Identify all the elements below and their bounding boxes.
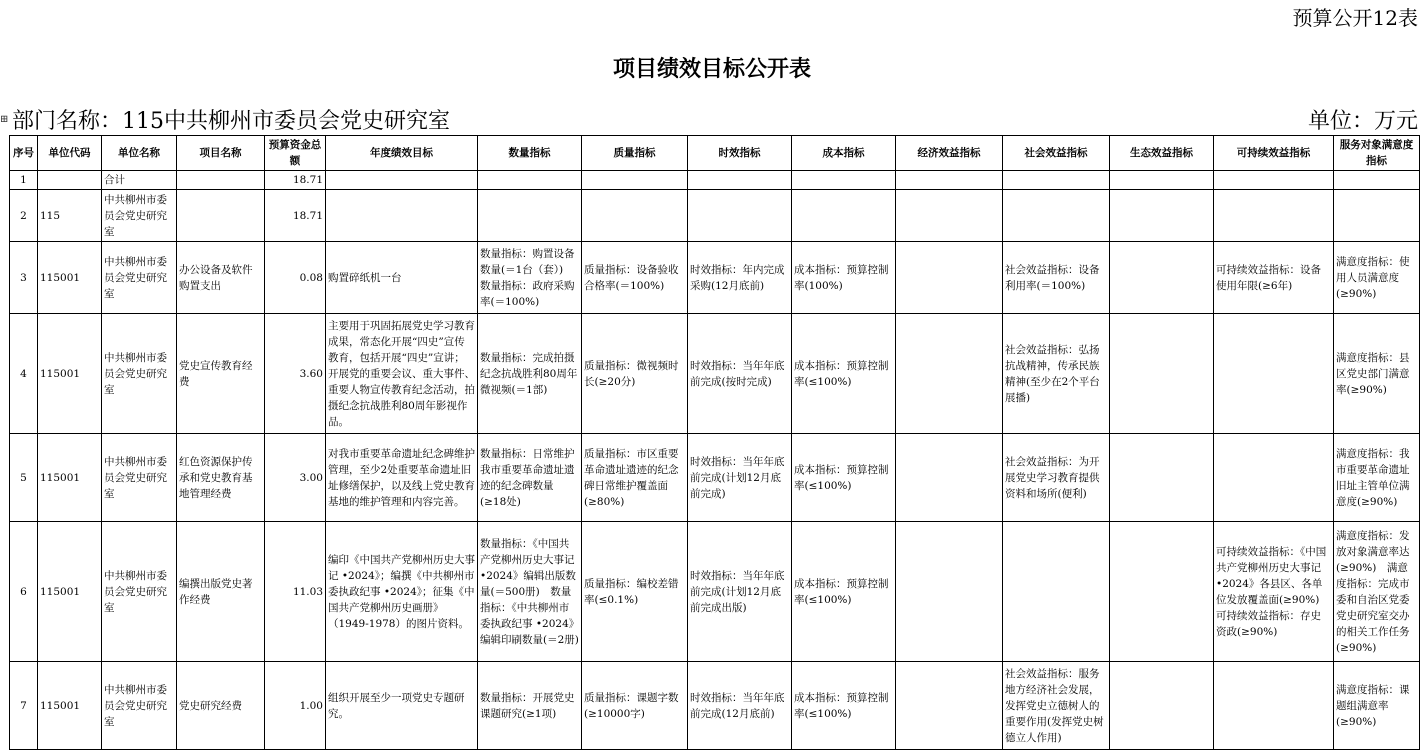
header-cell: 服务对象满意度指标	[1334, 136, 1420, 171]
cell: 合计	[102, 171, 177, 190]
cell	[1334, 190, 1420, 242]
header-cell: 单位名称	[102, 136, 177, 171]
header-cell: 序号	[10, 136, 38, 171]
cell	[1003, 171, 1110, 190]
cell: 满意度指标：发放对象满意率达(≥90%) 满意度指标：完成市委和自治区党委党史研究室交办的相关工作任务(≥90%)	[1334, 522, 1420, 662]
cell	[478, 190, 582, 242]
header-cell: 经济效益指标	[896, 136, 1003, 171]
cell	[1110, 242, 1214, 314]
cell: 3.60	[265, 314, 326, 434]
cell: 质量指标：设备验收合格率(＝100%)	[582, 242, 688, 314]
cell: 115001	[38, 434, 102, 522]
cell: 时效指标：当年年底前完成(计划12月底前完成出版)	[688, 522, 792, 662]
header-cell: 数量指标	[478, 136, 582, 171]
header-cell: 社会效益指标	[1003, 136, 1110, 171]
cell	[896, 242, 1003, 314]
cell: 115001	[38, 662, 102, 750]
cell	[326, 190, 478, 242]
cell: 数量指标：完成拍摄纪念抗战胜利80周年微视频(＝1部)	[478, 314, 582, 434]
cell	[896, 190, 1003, 242]
cell: 中共柳州市委员会党史研究室	[102, 242, 177, 314]
header-cell: 生态效益指标	[1110, 136, 1214, 171]
cell: 成本指标：预算控制率(≤100%)	[792, 522, 896, 662]
cell	[38, 171, 102, 190]
cell: 1.00	[265, 662, 326, 750]
cell: 成本指标：预算控制率(≤100%)	[792, 434, 896, 522]
unit-label: 单位：万元	[1307, 109, 1418, 134]
table-row	[10, 522, 1420, 662]
cell: 中共柳州市委员会党史研究室	[102, 434, 177, 522]
cell: 3	[10, 242, 38, 314]
cell: 4	[10, 314, 38, 434]
cell	[177, 171, 265, 190]
cell	[896, 314, 1003, 434]
performance-table	[9, 135, 1420, 750]
cell: 红色资源保护传承和党史教育基地管理经费	[177, 434, 265, 522]
cell	[478, 171, 582, 190]
cell: 党史研究经费	[177, 662, 265, 750]
table-row	[10, 314, 1420, 434]
move-handle-icon[interactable]: ⊞	[0, 114, 9, 125]
header-cell: 项目名称	[177, 136, 265, 171]
cell: 11.03	[265, 522, 326, 662]
cell	[1110, 190, 1214, 242]
cell: 中共柳州市委员会党史研究室	[102, 522, 177, 662]
cell	[1003, 190, 1110, 242]
cell: 3.00	[265, 434, 326, 522]
cell: 时效指标：当年年底前完成(12月底前)	[688, 662, 792, 750]
cell: 中共柳州市委员会党史研究室	[102, 314, 177, 434]
cell	[326, 171, 478, 190]
header-cell: 单位代码	[38, 136, 102, 171]
cell: 质量指标：编校差错率(≤0.1%)	[582, 522, 688, 662]
cell: 18.71	[265, 190, 326, 242]
cell: 115	[38, 190, 102, 242]
header-cell: 质量指标	[582, 136, 688, 171]
cell: 时效指标：当年年底前完成(按时完成)	[688, 314, 792, 434]
cell: 主要用于巩固拓展党史学习教育成果，常态化开展“四史”宣传教育，包括开展“四史”宣讲；开展党的重要会议、重大事件、重要人物宣传教育纪念活动，拍摄纪念抗战胜利80周年影视作品。	[326, 314, 478, 434]
header-row	[10, 136, 1420, 171]
cell: 成本指标：预算控制率(100%)	[792, 242, 896, 314]
header-cell: 可持续效益指标	[1214, 136, 1334, 171]
cell: 5	[10, 434, 38, 522]
header-cell: 年度绩效目标	[326, 136, 478, 171]
cell	[1110, 662, 1214, 750]
cell: 办公设备及软件购置支出	[177, 242, 265, 314]
cell: 7	[10, 662, 38, 750]
cell: 可持续效益指标：设备使用年限(≥6年)	[1214, 242, 1334, 314]
cell: 购置碎纸机一台	[326, 242, 478, 314]
cell	[896, 171, 1003, 190]
cell	[688, 171, 792, 190]
cell	[1214, 434, 1334, 522]
cell	[896, 434, 1003, 522]
cell: 成本指标：预算控制率(≤100%)	[792, 314, 896, 434]
cell	[1214, 190, 1334, 242]
cell: 党史宣传教育经费	[177, 314, 265, 434]
cell: 成本指标：预算控制率(≤100%)	[792, 662, 896, 750]
cell: 115001	[38, 242, 102, 314]
cell: 时效指标：当年年底前完成(计划12月底前完成)	[688, 434, 792, 522]
cell: 0.08	[265, 242, 326, 314]
cell	[896, 662, 1003, 750]
cell: 可持续效益指标：《中国共产党柳州历史大事记 •2024》各县区、各单位发放覆盖面(≥90%) 可持续效益指标：存史资政(≥90%)	[1214, 522, 1334, 662]
cell: 满意度指标：县区党史部门满意率(≥90%)	[1334, 314, 1420, 434]
cell: 数量指标：购置设备数量(＝1台（套）) 数量指标：政府采购率(＝100%)	[478, 242, 582, 314]
cell: 中共柳州市委员会党史研究室	[102, 190, 177, 242]
cell: 数量指标：日常维护我市重要革命遗址遗迹的纪念碑数量(≥18处)	[478, 434, 582, 522]
cell: 1	[10, 171, 38, 190]
cell	[792, 190, 896, 242]
cell: 社会效益指标：为开展党史学习教育提供资料和场所(便利)	[1003, 434, 1110, 522]
cell	[177, 190, 265, 242]
cell	[688, 190, 792, 242]
cell: 质量指标：市区重要革命遗址遗迹的纪念碑日常维护覆盖面(≥80%)	[582, 434, 688, 522]
cell: 中共柳州市委员会党史研究室	[102, 662, 177, 750]
header-cell: 时效指标	[688, 136, 792, 171]
cell: 社会效益指标：设备利用率(＝100%)	[1003, 242, 1110, 314]
cell: 编印《中国共产党柳州历史大事记 •2024》；编撰《中共柳州市委执政纪事 •2024》；征集《中国共产党柳州历史画册》（1949-1978）的图片资料。	[326, 522, 478, 662]
cell	[1214, 314, 1334, 434]
cell: 满意度指标：课题组满意率(≥90%)	[1334, 662, 1420, 750]
cell	[1003, 522, 1110, 662]
table-row	[10, 190, 1420, 242]
cell: 满意度指标：使用人员满意度(≥90%)	[1334, 242, 1420, 314]
cell: 18.71	[265, 171, 326, 190]
table-row	[10, 242, 1420, 314]
cell: 数量指标：开展党史课题研究(≥1项)	[478, 662, 582, 750]
table-row	[10, 434, 1420, 522]
table-row	[10, 662, 1420, 750]
cell: 数量指标：《中国共产党柳州历史大事记 •2024》编辑出版数量(＝500册) 数量指标：《中共柳州市委执政纪事 •2024》编辑印刷数量(＝2册)	[478, 522, 582, 662]
cell: 质量指标：课题字数(≥10000字)	[582, 662, 688, 750]
cell: 115001	[38, 522, 102, 662]
cell: 对我市重要革命遗址纪念碑维护管理，至少2处重要革命遗址旧址修缮保护，以及线上党史教育基地的维护管理和内容完善。	[326, 434, 478, 522]
cell: 115001	[38, 314, 102, 434]
cell: 满意度指标：我市重要革命遗址旧址主管单位满意度(≥90%)	[1334, 434, 1420, 522]
page-title: 项目绩效目标公开表	[612, 57, 811, 82]
cell	[1214, 662, 1334, 750]
cell: 社会效益指标：服务地方经济社会发展，发挥党史立德树人的重要作用(发挥党史树德立人作用)	[1003, 662, 1110, 750]
cell: 组织开展至少一项党史专题研究。	[326, 662, 478, 750]
cell	[582, 171, 688, 190]
department-name: 部门名称：115中共柳州市委员会党史研究室	[12, 109, 450, 134]
cell: 6	[10, 522, 38, 662]
cell	[1334, 171, 1420, 190]
cell: 时效指标：年内完成采购(12月底前)	[688, 242, 792, 314]
cell: 编撰出版党史著作经费	[177, 522, 265, 662]
cell	[1110, 434, 1214, 522]
table-number-label: 预算公开12表	[1292, 6, 1418, 30]
cell: 2	[10, 190, 38, 242]
cell	[1110, 522, 1214, 662]
table-row	[10, 171, 1420, 190]
cell	[1110, 314, 1214, 434]
header-cell: 预算资金总额	[265, 136, 326, 171]
cell	[792, 171, 896, 190]
cell: 社会效益指标：弘扬抗战精神，传承民族精神(至少在2个平台展播)	[1003, 314, 1110, 434]
cell	[896, 522, 1003, 662]
cell	[1110, 171, 1214, 190]
cell	[1214, 171, 1334, 190]
cell: 质量指标：微视频时长(≥20分)	[582, 314, 688, 434]
header-cell: 成本指标	[792, 136, 896, 171]
cell	[582, 190, 688, 242]
